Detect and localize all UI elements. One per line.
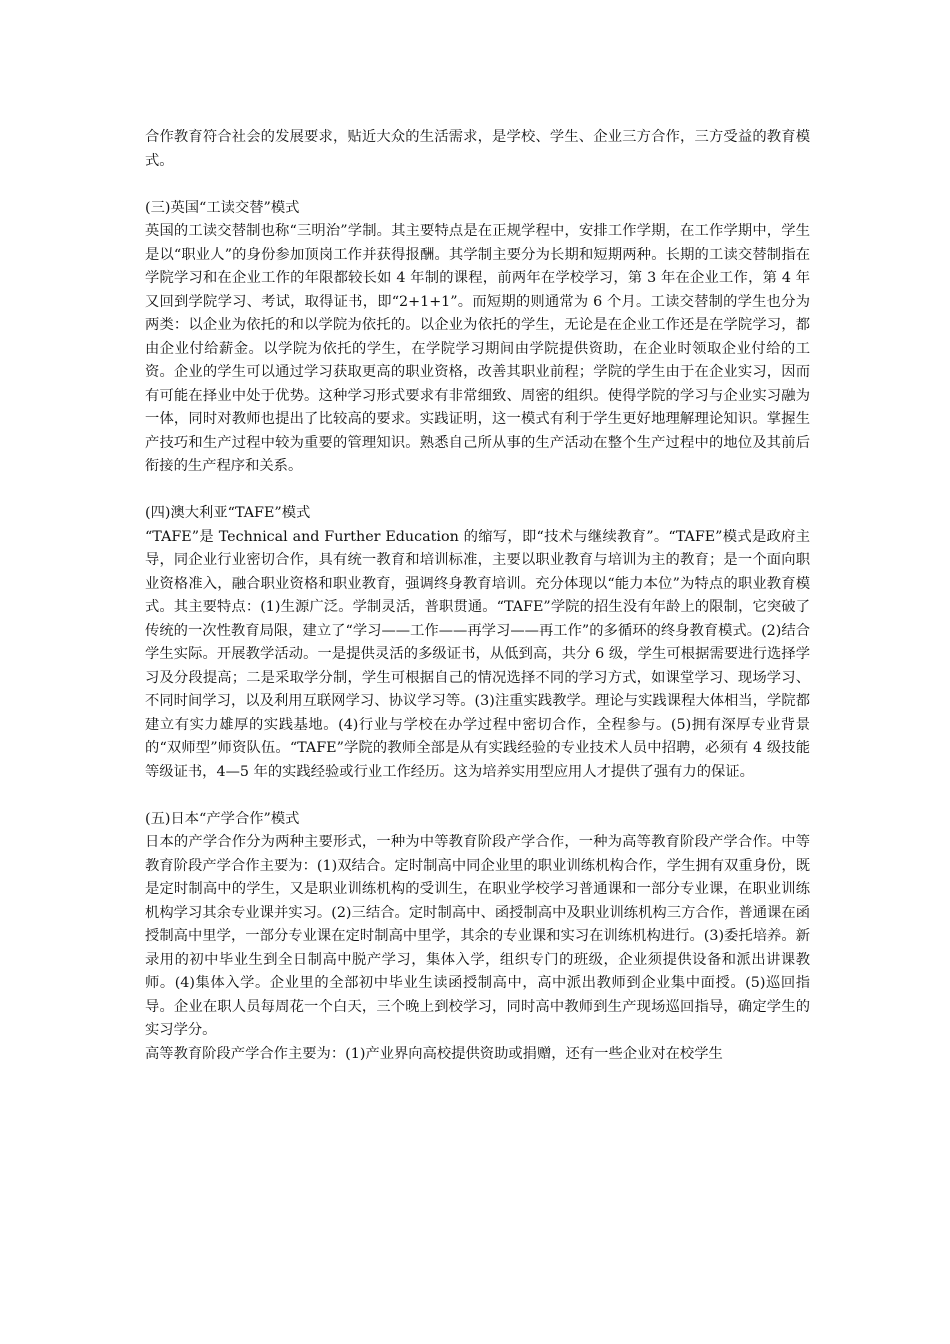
section-heading-australia: (四)澳大利亚“TAFE”模式 bbox=[145, 505, 311, 521]
intro-paragraph: 合作教育符合社会的发展要求，贴近大众的生活需求，是学校、学生、企业三方合作，三方受益的教育模式。 bbox=[145, 129, 810, 169]
paragraph-spacer bbox=[145, 784, 810, 808]
paragraph-spacer bbox=[145, 479, 810, 503]
document-page bbox=[145, 126, 810, 1066]
paragraph-spacer bbox=[145, 173, 810, 197]
section-paragraph-japan-secondary: 日本的产学合作分为两种主要形式，一种为中等教育阶段产学合作，一种为高等教育阶段产学合作。中等教育阶段产学合作主要为：(1)双结合。定时制高中同企业里的职业训练机构合作，学生拥有双重身份，既是定时制高中的学生，又是职业训练机构的受训生，在职业学校学习普通课和一部分专业课，在职业训练机构学习其余专业课并实习。(2)三结合。定时制高中、函授制高中及职业训练机构三方合作，普通课在函授制高中里学，一部分专业课在定时制高中里学，其余的专业课和实习在训练机构进行。(3)委托培养。新录用的初中毕业生到全日制高中脱产学习，集体入学，组织专门的班级，企业须提供设备和派出讲课教师。(4)集体入学。企业里的全部初中毕业生读函授制高中，高中派出教师到企业集中面授。(5)巡回指导。企业在职人员每周花一个白天，三个晚上到校学习，同时高中教师到生产现场巡回指导，确定学生的实习学分。 bbox=[145, 834, 810, 1038]
section-heading-japan: (五)日本“产学合作”模式 bbox=[145, 810, 300, 827]
section-paragraph-japan-higher: 高等教育阶段产学合作主要为：(1)产业界向高校提供资助或捐赠，还有一些企业对在校学生 bbox=[145, 1045, 723, 1062]
section-heading-uk: (三)英国“工读交替”模式 bbox=[145, 199, 300, 216]
section-paragraph-uk: 英国的工读交替制也称“三明治”学制。其主要特点是在正规学程中，安排工作学期，在工作学期中，学生是以“职业人”的身份参加顶岗工作并获得报酬。其学制主要分为长期和短期两种。长期的工读交替制指在学院学习和在企业工作的年限都较长如 4 年制的课程，前两年在学校学习，第 3 年在企业工作，第 4 年又回到学院学习、考试，取得证书，即“2+1+1”。而短期的则通常为 6 个月。工读交替制的学生也分为两类：以企业为依托的和以学院为依托的。以企业为依托的学生，无论是在企业工作还是在学院学习，都由企业付给薪金。以学院为依托的学生，在学院学习期间由学院提供资助，在企业时领取企业付给的工资。企业的学生可以通过学习获取更高的职业资格，改善其职业前程；学院的学生由于在企业实习，因而有可能在择业中处于优势。这种学习形式要求有非常细致、周密的组织。使得学院的学习与企业实习融为一体，同时对教师也提出了比较高的要求。实践证明，这一模式有利于学生更好地理解理论知识。掌握生产技巧和生产过程中较为重要的管理知识。熟悉自己所从事的生产活动在整个生产过程中的地位及其前后衔接的生产程序和关系。 bbox=[145, 223, 810, 474]
section-paragraph-australia: “TAFE”是 Technical and Further Education 的缩写，即“技术与继续教育”。“TAFE”模式是政府主导，同企业行业密切合作，具有统一教育和培训标准，主要以职业教育与培训为主的教育；是一个面向职业资格准入，融合职业资格和职业教育，强调终身教育培训。充分体现以“能力本位”为特点的职业教育模式。其主要特点：(1)生源广泛。学制灵活，普职贯通。“TAFE”学院的招生没有年龄上的限制，它突破了传统的一次性教育局限，建立了“学习——工作——再学习——再工作”的多循环的终身教育模式。(2)结合学生实际。开展教学活动。一是提供灵活的多级证书，从低到高，共分 6 级，学生可根据需要进行选择学习及分段提高；二是采取学分制，学生可根据自己的情况选择不同的学习方式，如课堂学习、现场学习、不同时间学习，以及利用互联网学习、协议学习等。(3)注重实践教学。理论与实践课程大体相当，学院都建立有实力雄厚的实践基地。(4)行业与学校在办学过程中密切合作，全程参与。(5)拥有深厚专业背景的“双师型”师资队伍。“TAFE”学院的教师全部是从有实践经验的专业技术人员中招聘，必须有 4 级技能等级证书，4—5 年的实践经验或行业工作经历。这为培养实用型应用人才提供了强有力的保证。 bbox=[145, 528, 810, 780]
